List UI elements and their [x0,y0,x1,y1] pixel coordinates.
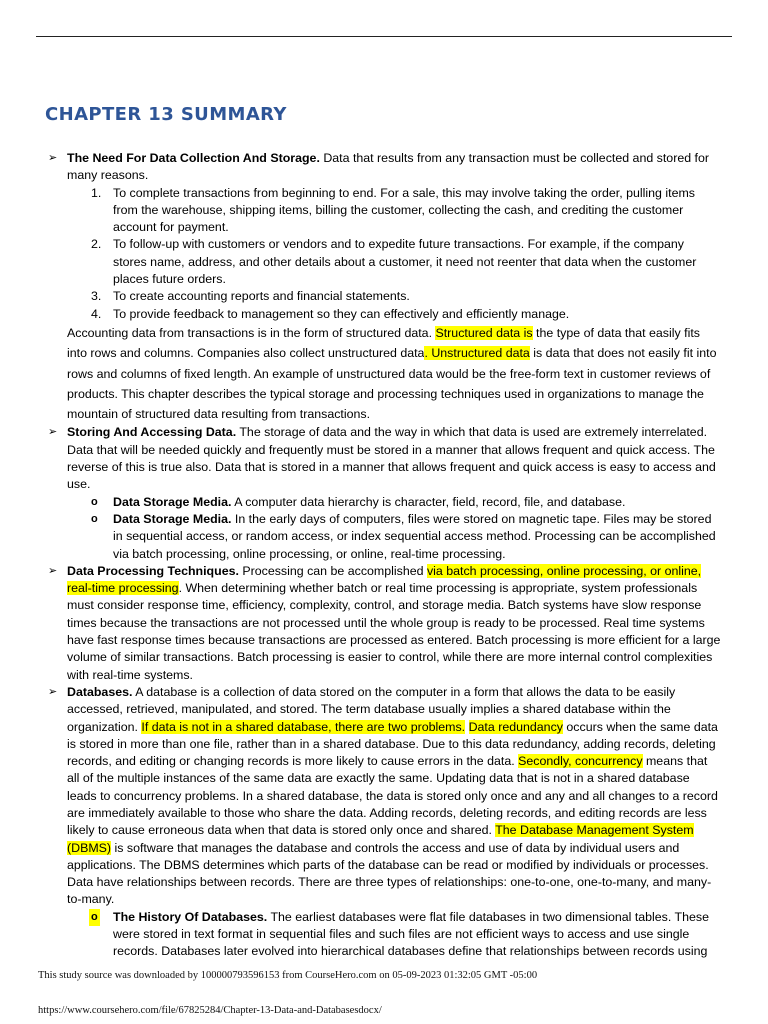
sub-item [45,494,721,511]
list-item [45,288,721,305]
document-body [45,150,721,961]
section-text: is software that manages the database and controls the access and use of data by individual users and applications. The DBMS determines which parts of the database can be read or modified by individuals or processes. Data have relationships between records. There are three types of relationships: one-to-one, one-to-many, and many-to-many. [67,840,712,907]
section-heading: Storing And Accessing Data. [67,425,237,440]
reasons-list [45,185,721,323]
arrow-bullet-icon: ➢ [48,685,58,698]
list-number: 3. [91,289,102,304]
highlight: Data redundancy [468,719,563,734]
highlight: via batch processing, online processing, or online, real-time processing [67,563,702,596]
paragraph-text: the type of data that easily fits into rows and columns. Companies also collect unstructured data [67,325,700,361]
sub-text: The earliest databases were flat file databases in two dimensional tables. These were stored in text format in sequential files and such files are not efficient ways to access and use single records. Databases later evolved into hierarchical databases define that relationships between records using [113,909,709,959]
sub-heading: The History Of Databases. [113,909,268,924]
highlight: Structured data is [435,325,533,340]
section-text: Processing can be accomplished [238,563,427,578]
highlight: Secondly, concurrency [518,754,643,769]
section-text: . When determining whether batch or real time processing is appropriate, system professionals must consider response time, efficiency, complexity, control, and storage media. Batch systems have slow response times because the transactions are not processed until the whole group is ready to be processed. Real time systems have fast response times because transactions are processed as entered. Batch processing is more efficient for a large volume of similar transactions. Batch processing is easier to control, while there are more internal control complexities with real-time systems. [67,581,721,682]
list-text: To follow-up with customers or vendors and to expedite future transactions. For example, if the company stores name, address, and other details about a customer, it need not reenter that data when the customer places future orders. [113,237,697,287]
section-heading: Databases. [67,684,133,699]
list-number: 1. [91,185,102,200]
list-text: To create accounting reports and financial statements. [113,289,410,304]
header-rule [36,36,732,37]
list-number: 4. [91,306,102,321]
sub-item [45,511,721,563]
list-text: To provide feedback to management so they can effectively and efficiently manage. [113,306,570,321]
arrow-bullet-icon: ➢ [48,564,58,577]
list-number: 2. [91,237,102,252]
section-text: A database is a collection of data stored on the computer in a form that allows the data to be easily accessed, retrieved, manipulated, and stored. The term database usually implies a shared database within the organization. [67,684,676,734]
list-item [45,306,721,323]
section-storing-accessing [45,424,721,493]
list-item [45,236,721,288]
circle-bullet-icon: o [89,909,100,926]
arrow-bullet-icon: ➢ [48,426,58,439]
section-text: means that all of the multiple instances of the same data are exactly the same. Updating data that is not in a shared database leads to concurrency problems. In a shared database, the data is stored only once and any and all changes to a record are immediately available to those who share the data. Adding records, deleting records, and editing records are less likely to cause erroneous data when that data is stored only once and shared. [67,754,718,838]
section-databases [45,684,721,909]
section-heading: The Need For Data Collection And Storage. [67,151,320,165]
section-text: The storage of data and the way in which that data is used are extremely interrelated. Data that will be needed quickly and frequently must be stored in a manner that allows frequent and quick access. The reverse of this is true also. Data that is stored in a manner that allows frequent and quick access is easy to access and use. [67,425,716,492]
sub-item-history [45,909,721,961]
list-item [45,185,721,237]
sub-heading: Data Storage Media. [113,494,232,509]
sub-text: A computer data hierarchy is character, field, record, file, and database. [231,494,626,509]
section-heading: Data Processing Techniques. [67,563,239,578]
section-data-collection [45,150,721,185]
sub-text: In the early days of computers, files were stored on magnetic tape. Files may be stored in sequential access, or random access, or index sequential access method. Processing can be accomplished via batch processing, online processing, or online, real-time processing. [113,511,716,561]
list-text: To complete transactions from beginning to end. For a sale, this may involve taking the order, pulling items from the warehouse, shipping items, billing the customer, collecting the cash, and crediting the customer account for payment. [113,185,695,235]
section-processing-techniques [45,563,721,684]
highlight: If data is not in a shared database, there are two problems. [141,719,466,734]
paragraph-text: is data that does not easily fit into rows and columns of fixed length. An example of unstructured data would be the free-form text in customer reviews of products. This chapter describes the typical storage and processing techniques used in organizations to manage the mountain of structured data resulting from transactions. [67,346,717,422]
sub-heading: Data Storage Media. [113,511,232,526]
highlight: The Database Management System (DBMS) [67,823,694,855]
source-url[interactable]: https://www.coursehero.com/file/67825284/Chapter-13-Data-and-Databasesdocx/ [38,1005,382,1016]
circle-bullet-icon: o [91,495,98,508]
section-text: Data that results from any transaction must be collected and stored for many reasons. [67,151,710,183]
download-notice: This study source was downloaded by 100000793596153 from CourseHero.com on 05-09-2023 01:32:05 GMT -05:00 [38,970,538,981]
highlight: . Unstructured data [424,346,530,361]
page-title: CHAPTER 13 SUMMARY [45,104,287,125]
structured-data-paragraph [45,323,721,424]
section-text: occurs when the same data is stored in more than one file, rather than in a shared database. Due to this data redundancy, adding records, deleting records, and editing or changing records is more likely to cause errors in the data. [67,719,718,769]
paragraph-text: Accounting data from transactions is in the form of structured data. [67,325,436,340]
circle-bullet-icon: o [91,512,98,525]
arrow-bullet-icon: ➢ [48,152,58,164]
